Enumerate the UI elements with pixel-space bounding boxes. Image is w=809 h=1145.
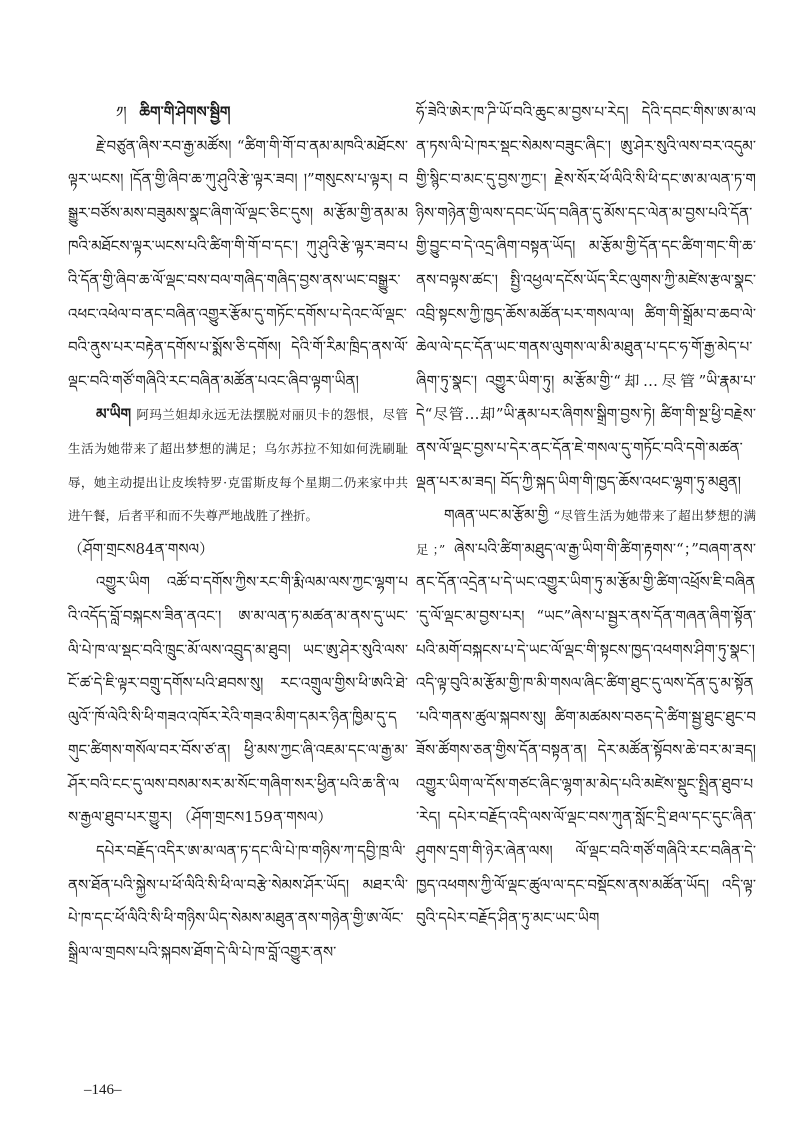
body-paragraph: རྗེ་བཙུན་ཞིས་རབ་རྒྱ་མཚོས། “ཚིག་གི་གོ་བ་ནམ་མཁའི་མཐོངས་ལྟར་ཡངས། །དོན་གྱི་ཞིབ་ཆ་ཀུ་ཤུའི་རྩེ་ལྟར་ཟབ། །”གསུངས་པ་ལྟར། བསྒྱུར་བཙོས་མས་བཟུམས་སྣང་ཞིག་ལོ་ལྡང་ཅིང་དུས། མ་རྩོམ་གྱི་ནམ་མཁའི་མཐོངས་ལྟར་ཡངས་པའི་ཚིག་གི་གོ་བ་དང་། ཀུ་ཤུའི་རྩེ་ལྟར་ཟབ་པའི་དོན་གྱི་ཞིབ་ཆ་ལོ་ལྡང་བས་བལ་གཞིད་གཞིད་བྱས་ནས་ཡང་བསྒྱུར་འཕང་འཕེལ་བ་ནང་བཞིན་འགྱུར་རྩོམ་དུ་གཏོང་དགོས་པ་དེའང་ལོ་ལྡང་བའི་ནུས་པར་བརྟེན་དགོས་པ་སྨོས་ཅི་དགོས། དེའི་གོ་རིམ་ཁྲིད་ནས་ལོ་ལྡང་བའི་གཙོ་གཞིའི་རང་བཞིན་མཚོན་པའང་ཞིབ་ལྟག་ཡིན། (68, 136, 408, 390)
section-heading (68, 96, 408, 130)
example-block (68, 398, 408, 532)
chinese-quote: “尽管生活为她带来了超出梦想的满足；” (416, 508, 756, 557)
body-paragraph (416, 499, 756, 936)
example-citation: （ཤོག་གྲངས84ན་གསལ） (68, 539, 215, 558)
translation-citation: （ཤོག་གྲངས159ན་གསལ） (176, 808, 333, 827)
left-column (68, 96, 408, 969)
section-title: ཆིག་གི་ཤེགས་སྦྱིག (139, 103, 231, 121)
right-column (416, 96, 756, 936)
paragraph-start: གཞན་ཡང་མ་རྩོམ་གྱི (444, 506, 549, 525)
page-number: –146– (84, 1082, 122, 1098)
translation-text: འགྱུར་ཡིག འཚོ་བ་དགོས་ཀྱིས་རང་གི་རྨི་ལམ་ལས་ཀྱང་ལྷག་པའི་འདོད་བློ་བསྐངས་ཟིན་ནའང་། ཨ་མ་ལན་ཏ་མཚན་མ་ནས་དུ་ཡང་ལི་པེ་ཁ་ལ་སྡང་བའི་ཁྲུང་མོ་ལས་འབྲུད་མ་ཐུབ། ཡང་ཨུ་ཤེར་སུའི་ལས་ངོ་ཚ་དེ་ཇི་ལྟར་བགྲུ་དགོས་པའི་ཐབས་སུ། རང་འགྲུལ་གྱིས་ཕི་ཨའི་ཐེ་ལུའོ་་ཁོ་ལེའི་སི་ཕི་གཟའ་འཁོར་རེའི་གཟའ་མིག་དམར་ཉིན་ཁྱིམ་དུ་དགུང་ཚིགས་གསོལ་བར་བོས་ཙ་ན། ཕྱི་མས་ཀྱང་ཞི་འཇམ་དང་ལ་རྒྱ་མ་ཤོར་བའི་ངང་དུ་ལས་བསམ་སར་མ་སོང་གཞིག་སར་ཕྱིན་པའི་ཆ་ནི་ལས་རྒྱལ་ཐུབ་པར་གྱུར། (68, 573, 408, 827)
body-paragraph: དཔེར་བརྗོད་འདིར་ཨ་མ་ལན་ཏ་དང་ལི་པེ་ཁ་གཉིས་ཀ་དབྱི་ཁྲ་ལི་ནས་ཐོན་པའི་སྐྱེས་པ་ཕོ་ལིའི་སི་ཕི་ལ་བརྩེ་སེམས་ཤོར་ཡོད། མཐར་ལི་པེ་ཁ་དང་ཕོ་ལིའི་སི་ཕི་གཉིས་ཡིད་སེམས་མཐུན་ནས་གཉེན་གྱི་ཨ་ལོང་སྒྲིལ་ལ་གྲབས་པའི་སྐབས་ཐོག་དེ་ལི་པེ་ཁ་བློ་འགྱུར་ནས་ (68, 842, 408, 961)
body-paragraph: ཧོ་ཟེའི་ཨེར་ཁ་ཌི་ཡོ་བའི་ཆུང་མ་བྱས་པ་རེད། དེའི་དབང་གིས་ཨ་མ་ལན་ཏས་ལི་པེ་ཁར་སྡང་སེམས་བཟུང་ཞིང་། ཨུ་ཤེར་སུའི་ལས་བར་འདུམ་གྱི་སྙིང་བ་མང་དུ་བྱས་ཀྱང་། རྗེས་སོར་ཕོ་ལིའི་སི་ཕི་དང་ཨ་མ་ལན་ཏ་གཉིས་གཉེན་གྱི་ལས་དབང་ཡོད་བཞིན་དུ་མོས་དང་ལེན་མ་བྱས་པའི་དོན་གྱི་བྱུང་བ་དེ་འདྲ་ཞིག་བསྟན་ཡོད། མ་རྩོམ་གྱི་དོན་དང་ཚིག་གང་གི་ཆ་ནས་བལྟས་ཚང་། སྤྱི་འཕྱལ་དངོས་ཡོད་རིང་ལུགས་ཀྱི་མཛེས་རྩལ་སྣང་འབྲི་སྟངས་ཀྱི་ཁྱད་ཆོས་མཚོན་པར་གསལ་ལ། ཚིག་གི་སྒྲོམ་བ་ཆབ་ལེ་ཆེལ་ལེ་དང་དོན་ཡང་གནས་ལུགས་ལ་མི་མཐུན་པ་དང་ཧ་གོ་རྒྱ་མེད་པ་ཞིག་ཏུ་སྣང་། འགྱུར་ཡིག་ཏུ། མ་རྩོམ་གྱི་“却…尽管”ཡི་རྣམ་པ་དེ“尽管…却”ཡི་རྣམ་པར་ཞིགས་སྒྲིག་བྱས་ཏེ། ཚིག་གི་སྔ་ཕྱི་བརྗེས་ནས་ལོ་ལྡང་བྱས་པ་དེར་ནང་དོན་ཇེ་གསལ་དུ་གཏོང་བའི་དགེ་མཚན་ལྡན་པར་མ་ཟད། བོད་ཀྱི་སྐད་ཡིག་གི་ཁྱད་ཆོས་འཕང་ལྷག་ཏུ་མཐུན། (416, 103, 756, 491)
example-label: མ་ཡིག (96, 405, 132, 424)
section-number: ༡། (116, 103, 127, 121)
translation-paragraph (68, 566, 408, 835)
example-chinese-text: 阿玛兰妲却永远无法摆脱对丽贝卡的怨恨，尽管生活为她带来了超出梦想的满足；乌尔苏拉不知如何洗刷耻辱，她主动提出让皮埃特罗·克雷斯皮每个星期二仍来家中共进午餐，后者平和而不失尊严地战胜了挫折。 (68, 407, 408, 524)
paragraph-rest: ཞེས་པའི་ཚིག་མཐུད་ལ་རྒྱ་ཡིག་གི་ཚིག་རྟགས་“；”བཞག་ནས་ནང་དོན་འདྲེན་པ་དེ་ཡང་འགྱུར་ཡིག་ཏུ་མ་རྩོམ་གྱི་ཚིག་འཕྲོས་ཇི་བཞིན་དུ་ལོ་ལྡང་མ་བྱས་པར། “ཡང”ཞེས་པ་སྦྱར་ནས་དོན་གཞན་ཞིག་སྟོན་པའི་མགོ་བསྐངས་པ་དེ་ཡང་ལོ་ལྡང་གི་སྟངས་ཁྱད་འཕགས་ཤིག་ཏུ་སྣང་། འདི་ལྟ་བུའི་མ་རྩོམ་གྱི་ཁ་མི་གསལ་ཞིང་ཚིག་ཐུང་དུ་ལས་དོན་དུ་མ་སྟོན་པའི་གནས་ཚུལ་སྐབས་སུ། ཚིག་མཚམས་བཅད་དེ་ཚིག་སྦྱ་ཐུང་ཐུང་བཟོས་ཚོགས་ཅན་གྱིས་དོན་བསྟན་ན། དེར་མཚོན་སྟོབས་ཆེ་བར་མ་ཟད། འགྱུར་ཡིག་ལ་དོས་གཙང་ཞིང་ལྷག་མ་མེད་པའི་མཛེས་སྡུང་སྤྲིན་ཐུབ་པ་རེད། དཔེར་བརྗོད་འདི་ལས་ལོ་ལྡང་བས་ཀུན་སློང་དྲི་ཐལ་དང་དུང་ཞིན་ཤུགས་དྲག་གི་ཉེར་ཞེན་ལས། ལོ་ལྡང་བའི་གཙོ་གཞིའི་རང་བཞིན་དེ་ཁྱད་འཕགས་ཀྱི་ལོ་ལྡང་ཚུལ་ལ་དང་བསྡོངས་ནས་མཚོན་ཡོད། འདི་ལྟ་བུའི་དཔེར་བརྗོད་ཤིན་ཏུ་མང་ཡང་ཡིག (416, 539, 756, 928)
